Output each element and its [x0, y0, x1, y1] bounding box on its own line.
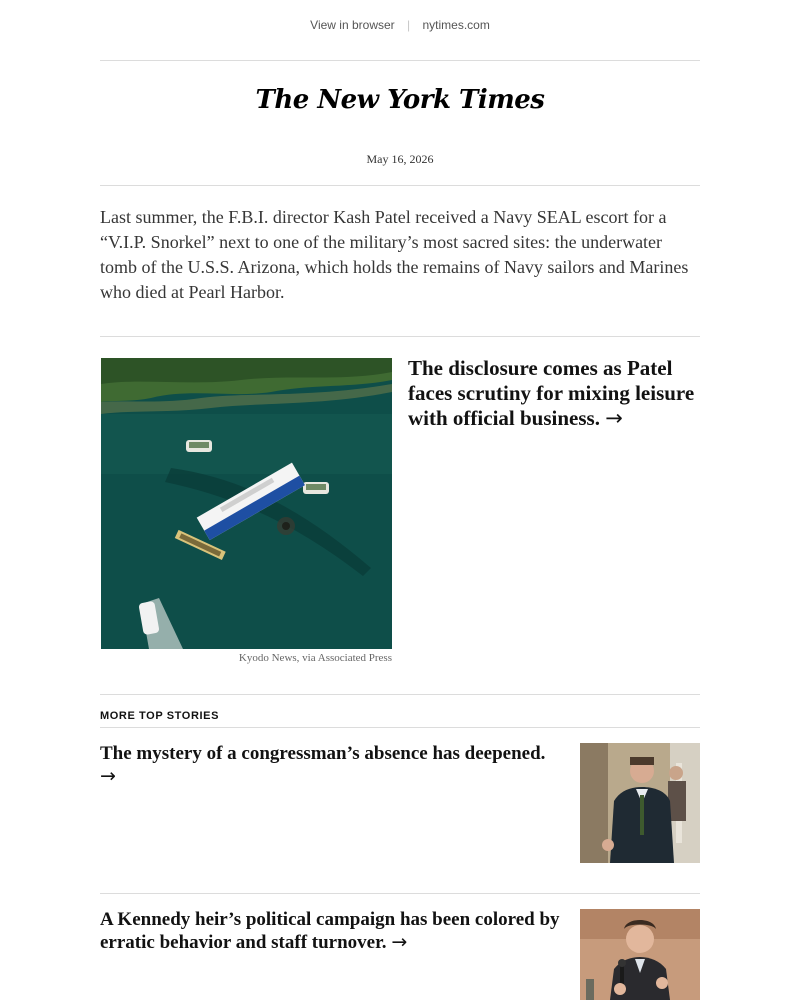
- lede-paragraph: Last summer, the F.B.I. director Kash Patel received a Navy SEAL escort for a “V.I.P. Snorkel” next to one of the military’s most sacred sites: the underwater tomb of the U.S.S. Arizona, which holds the remains of Navy sailors and Marines who died at Pearl Harbor.: [100, 207, 689, 302]
- link-separator: |: [407, 18, 411, 32]
- nytimes-link[interactable]: nytimes.com: [422, 18, 490, 32]
- story-headline-link[interactable]: [100, 908, 562, 954]
- photo-credit: Kyodo News, via Associated Press: [238, 652, 392, 664]
- feature-photo[interactable]: [101, 358, 392, 649]
- story-headline-text: The mystery of a congressman’s absence has deepened.: [100, 743, 546, 764]
- arrow-right-icon: →: [605, 406, 623, 430]
- arrow-right-icon: →: [391, 931, 408, 953]
- feature-headline-link[interactable]: [408, 356, 700, 431]
- divider: [100, 893, 700, 894]
- divider: [100, 185, 700, 186]
- story-headline-text: A Kennedy heir’s political campaign has been colored by erratic behavior and staff turnover.: [100, 909, 560, 953]
- story-thumbnail[interactable]: [580, 743, 700, 863]
- divider: [100, 60, 700, 61]
- divider: [100, 694, 700, 695]
- story-headline-link[interactable]: [100, 742, 562, 788]
- nyt-logo[interactable]: The New York Times: [255, 85, 545, 115]
- arrow-right-icon: →: [100, 765, 116, 787]
- feature-headline-text: The disclosure comes as Patel faces scrutiny for mixing leisure with official business.: [408, 356, 695, 430]
- divider: [100, 727, 700, 728]
- newsletter-date: May 16, 2026: [366, 152, 434, 166]
- divider: [100, 336, 700, 337]
- email-header-links: [0, 0, 800, 50]
- view-in-browser-link[interactable]: View in browser: [310, 18, 395, 32]
- section-label: MORE TOP STORIES: [100, 710, 220, 722]
- story-thumbnail[interactable]: [580, 909, 700, 1000]
